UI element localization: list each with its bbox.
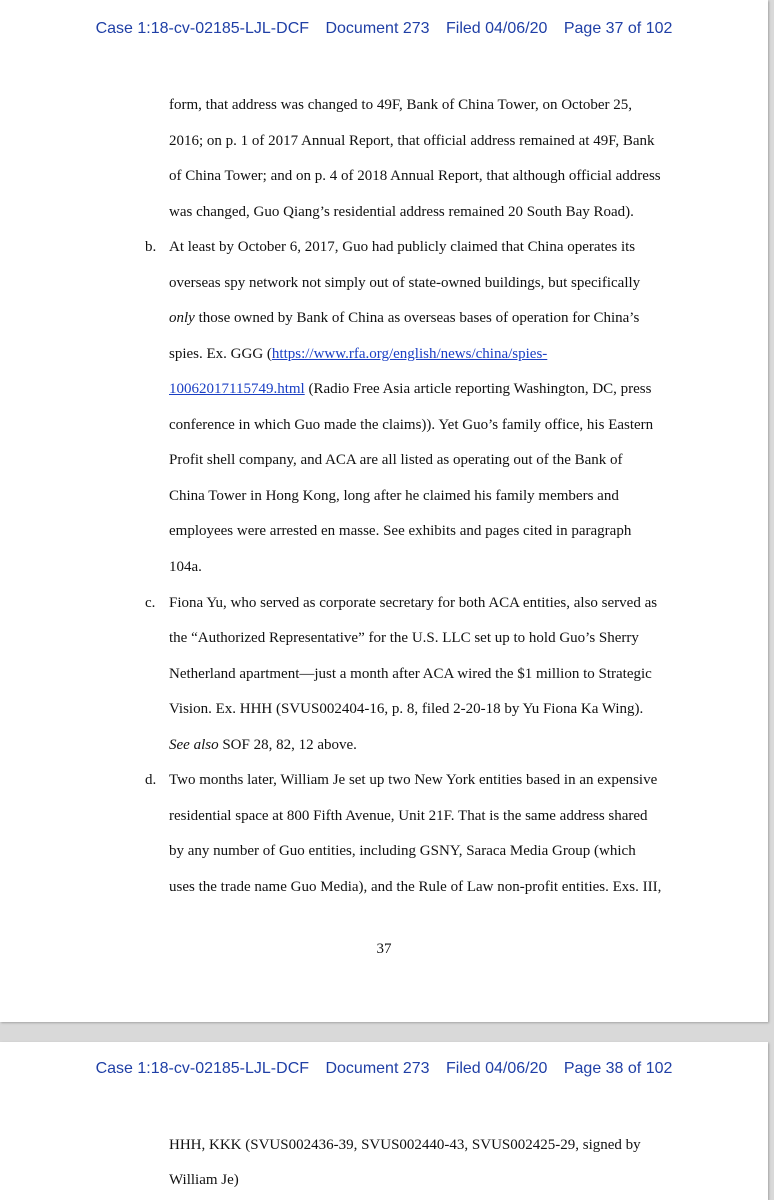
paragraph-line: form, that address was changed to 49F, Bank of China Tower, on October 25, xyxy=(169,97,633,113)
item-c-text: SOF 28, 82, 12 above. xyxy=(218,737,357,753)
emphasis-only: only xyxy=(169,310,195,326)
list-marker-d: d. xyxy=(145,772,157,788)
page-number: 37 xyxy=(376,941,392,957)
item-b-line: conference in which Guo made the claims)). Yet Guo’s family office, his Eastern xyxy=(169,417,654,433)
list-marker-b: b. xyxy=(145,239,157,255)
item-d-line: uses the trade name Guo Media), and the Rule of Law non-profit entities. Exs. III, xyxy=(169,879,662,895)
item-b-line xyxy=(169,308,639,328)
list-marker-c: c. xyxy=(145,595,156,611)
header-filed-date: Filed 04/06/20 xyxy=(445,20,548,37)
paragraph-line: was changed, Guo Qiang’s residential address remained 20 South Bay Road). xyxy=(169,204,634,220)
page-header xyxy=(0,1060,768,1078)
item-b-line: employees were arrested en masse. See exhibits and pages cited in paragraph xyxy=(169,523,632,539)
item-b-text: spies. Ex. GGG ( xyxy=(169,346,272,362)
rfa-article-link-continued[interactable]: 10062017115749.html xyxy=(169,381,305,397)
item-c-line: Fiona Yu, who served as corporate secretary for both ACA entities, also served as xyxy=(169,595,658,611)
item-c-line: the “Authorized Representative” for the U.S. LLC set up to hold Guo’s Sherry xyxy=(169,630,639,646)
item-b-text: (Radio Free Asia article reporting Washington, DC, press xyxy=(304,381,652,397)
item-d-line: residential space at 800 Fifth Avenue, Unit 21F. That is the same address shared xyxy=(169,808,648,824)
header-case-number: Case 1:18-cv-02185-LJL-DCF xyxy=(95,20,310,37)
item-b-line: 104a. xyxy=(169,559,202,575)
item-b-line: overseas spy network not simply out of state-owned buildings, but specifically xyxy=(169,275,641,291)
header-page-count: Page 37 of 102 xyxy=(563,20,673,37)
emphasis-see-also: See also xyxy=(169,737,219,753)
item-c-line xyxy=(169,735,357,755)
header-document-number: Document 273 xyxy=(325,20,430,37)
item-b-line: Profit shell company, and ACA are all listed as operating out of the Bank of xyxy=(169,452,623,468)
item-b-line: At least by October 6, 2017, Guo had publicly claimed that China operates its xyxy=(169,239,636,255)
header-filed-date: Filed 04/06/20 xyxy=(445,1060,548,1077)
item-b-line xyxy=(169,344,547,364)
document-page-38 xyxy=(0,1042,768,1200)
paragraph-line: William Je) xyxy=(169,1172,239,1188)
item-b-text: those owned by Bank of China as overseas bases of operation for China’s xyxy=(194,310,640,326)
item-d-line: by any number of Guo entities, including GSNY, Saraca Media Group (which xyxy=(169,843,636,859)
paragraph-line: of China Tower; and on p. 4 of 2018 Annual Report, that although official address xyxy=(169,168,661,184)
item-b-line xyxy=(169,379,651,399)
rfa-article-link[interactable]: https://www.rfa.org/english/news/china/spies- xyxy=(271,346,548,362)
item-c-line: Vision. Ex. HHH (SVUS002404-16, p. 8, filed 2-20-18 by Yu Fiona Ka Wing). xyxy=(169,701,644,717)
header-document-number: Document 273 xyxy=(325,1060,430,1077)
item-c-line: Netherland apartment—just a month after ACA wired the $1 million to Strategic xyxy=(169,666,652,682)
item-d-line: Two months later, William Je set up two New York entities based in an expensive xyxy=(169,772,658,788)
paragraph-line: HHH, KKK (SVUS002436-39, SVUS002440-43, SVUS002425-29, signed by xyxy=(169,1137,641,1153)
paragraph-line: 2016; on p. 1 of 2017 Annual Report, that official address remained at 49F, Bank xyxy=(169,133,655,149)
header-case-number: Case 1:18-cv-02185-LJL-DCF xyxy=(95,1060,310,1077)
page-header xyxy=(0,20,768,38)
header-page-count: Page 38 of 102 xyxy=(563,1060,673,1077)
item-b-line: China Tower in Hong Kong, long after he claimed his family members and xyxy=(169,488,619,504)
